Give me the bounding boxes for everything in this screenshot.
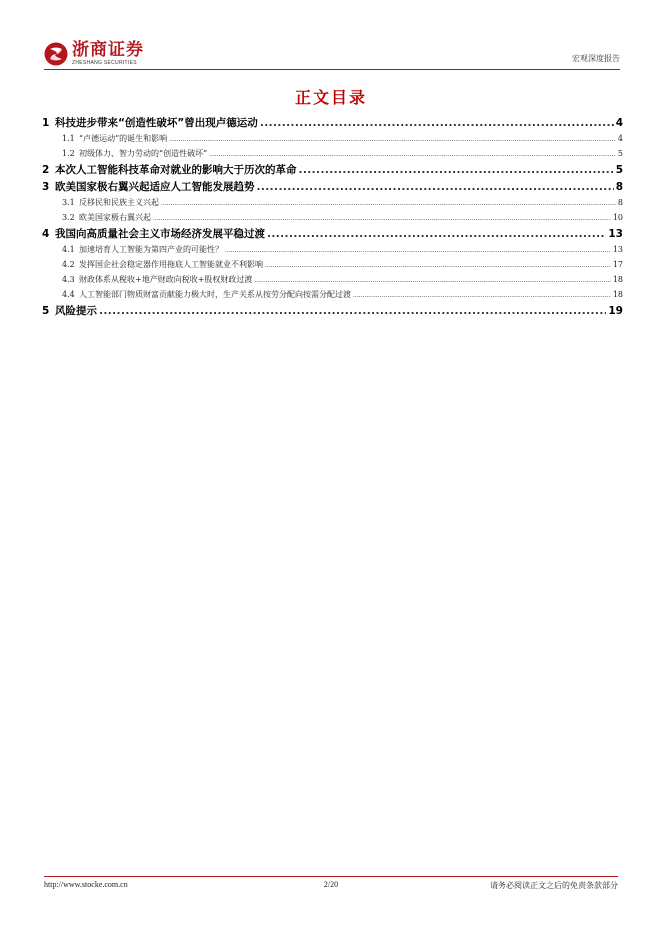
toc-entry-number: 4.4 — [62, 290, 75, 299]
toc-section-entry[interactable] — [62, 259, 623, 271]
toc-entry-page: 17 — [612, 260, 623, 269]
report-type-label: 宏观深度报告 — [572, 54, 620, 63]
logo-chinese-name: 浙商证券 — [72, 40, 144, 60]
toc-dot-leader — [254, 277, 610, 284]
toc-entry-page: 10 — [612, 213, 623, 222]
toc-entry-number: 4.3 — [62, 275, 75, 284]
toc-entry-number: 1 — [42, 117, 50, 129]
toc-entry-title: “卢德运动”的诞生和影响 — [79, 134, 168, 143]
toc-entry-title: 欧美国家极右翼兴起 — [79, 213, 151, 222]
toc-entry-page: 5 — [615, 164, 623, 176]
page-footer — [44, 876, 618, 894]
toc-dot-leader — [257, 181, 614, 193]
toc-section-entry[interactable] — [62, 274, 623, 286]
toc-entry-page: 18 — [612, 290, 623, 299]
toc-entry-number: 2 — [42, 164, 50, 176]
toc-entry-page: 13 — [612, 245, 623, 254]
toc-section-entry[interactable] — [62, 289, 623, 301]
toc-entry-title: 科技进步带来“创造性破坏”曾出现卢德运动 — [55, 117, 258, 129]
toc-chapter-entry[interactable] — [42, 303, 623, 318]
toc-entry-number: 3.1 — [62, 198, 75, 207]
toc-entry-page: 13 — [608, 228, 623, 240]
table-of-contents — [42, 113, 623, 320]
toc-entry-title: 我国向高质量社会主义市场经济发展平稳过渡 — [55, 228, 265, 240]
toc-entry-title: 发挥国企社会稳定器作用拖底人工智能就业不利影响 — [79, 260, 263, 269]
toc-entry-title: 人工智能部门物质财富贡献能力极大时，生产关系从按劳分配向按需分配过渡 — [79, 290, 351, 299]
toc-dot-leader — [99, 305, 606, 317]
toc-chapter-entry[interactable] — [42, 162, 623, 177]
toc-dot-leader — [260, 117, 614, 129]
toc-chapter-entry[interactable] — [42, 226, 623, 241]
toc-dot-leader — [153, 215, 611, 222]
toc-entry-number: 1.1 — [62, 134, 75, 143]
toc-entry-number: 4.1 — [62, 245, 75, 254]
toc-entry-number: 4 — [42, 228, 50, 240]
toc-entry-title: 加速培育人工智能为第四产业的可能性？ — [79, 245, 223, 254]
toc-entry-number: 3.2 — [62, 213, 75, 222]
toc-dot-leader — [299, 164, 614, 176]
website-link[interactable]: http://www.stocke.com.cn — [44, 880, 128, 889]
toc-entry-title: 欧美国家极右翼兴起适应人工智能发展趋势 — [55, 181, 255, 193]
toc-section-entry[interactable] — [62, 244, 623, 256]
toc-entry-page: 8 — [615, 181, 623, 193]
toc-dot-leader — [225, 247, 611, 254]
toc-dot-leader — [265, 262, 611, 269]
toc-dot-leader — [209, 151, 616, 158]
toc-title: 正文目录 — [294, 88, 367, 107]
page-number: 2/20 — [323, 880, 339, 889]
toc-section-entry[interactable] — [62, 197, 623, 209]
toc-entry-page: 19 — [608, 305, 623, 317]
toc-entry-number: 5 — [42, 305, 50, 317]
toc-entry-number: 3 — [42, 181, 50, 193]
toc-entry-page: 18 — [612, 275, 623, 284]
toc-entry-page: 5 — [617, 149, 623, 158]
disclaimer-note: 请务必阅读正文之后的免责条款部分 — [490, 881, 618, 890]
toc-entry-title: 财政体系从税收+地产财政向税收+股权财政过渡 — [79, 275, 253, 284]
toc-entry-page: 4 — [615, 117, 623, 129]
toc-dot-leader — [353, 292, 611, 299]
footer-divider — [44, 876, 618, 877]
company-logo — [44, 42, 144, 66]
toc-entry-title: 初级体力、智力劳动的“创造性破坏” — [79, 149, 208, 158]
page-header — [44, 36, 620, 76]
toc-entry-number: 4.2 — [62, 260, 75, 269]
toc-entry-title: 风险提示 — [55, 305, 97, 317]
toc-dot-leader — [169, 136, 616, 143]
toc-entry-page: 8 — [617, 198, 623, 207]
zheshang-logo-icon — [44, 42, 68, 66]
toc-chapter-entry[interactable] — [42, 179, 623, 194]
toc-entry-title: 本次人工智能科技革命对就业的影响大于历次的革命 — [55, 164, 297, 176]
toc-chapter-entry[interactable] — [42, 115, 623, 130]
header-divider — [44, 69, 620, 70]
logo-english-name: ZHESHANG SECURITIES — [72, 60, 137, 66]
toc-section-entry[interactable] — [62, 133, 623, 145]
toc-section-entry[interactable] — [62, 212, 623, 224]
toc-dot-leader — [161, 200, 616, 207]
toc-dot-leader — [267, 228, 606, 240]
toc-section-entry[interactable] — [62, 148, 623, 160]
toc-entry-page: 4 — [617, 134, 623, 143]
toc-entry-number: 1.2 — [62, 149, 75, 158]
toc-entry-title: 反移民和民族主义兴起 — [79, 198, 159, 207]
